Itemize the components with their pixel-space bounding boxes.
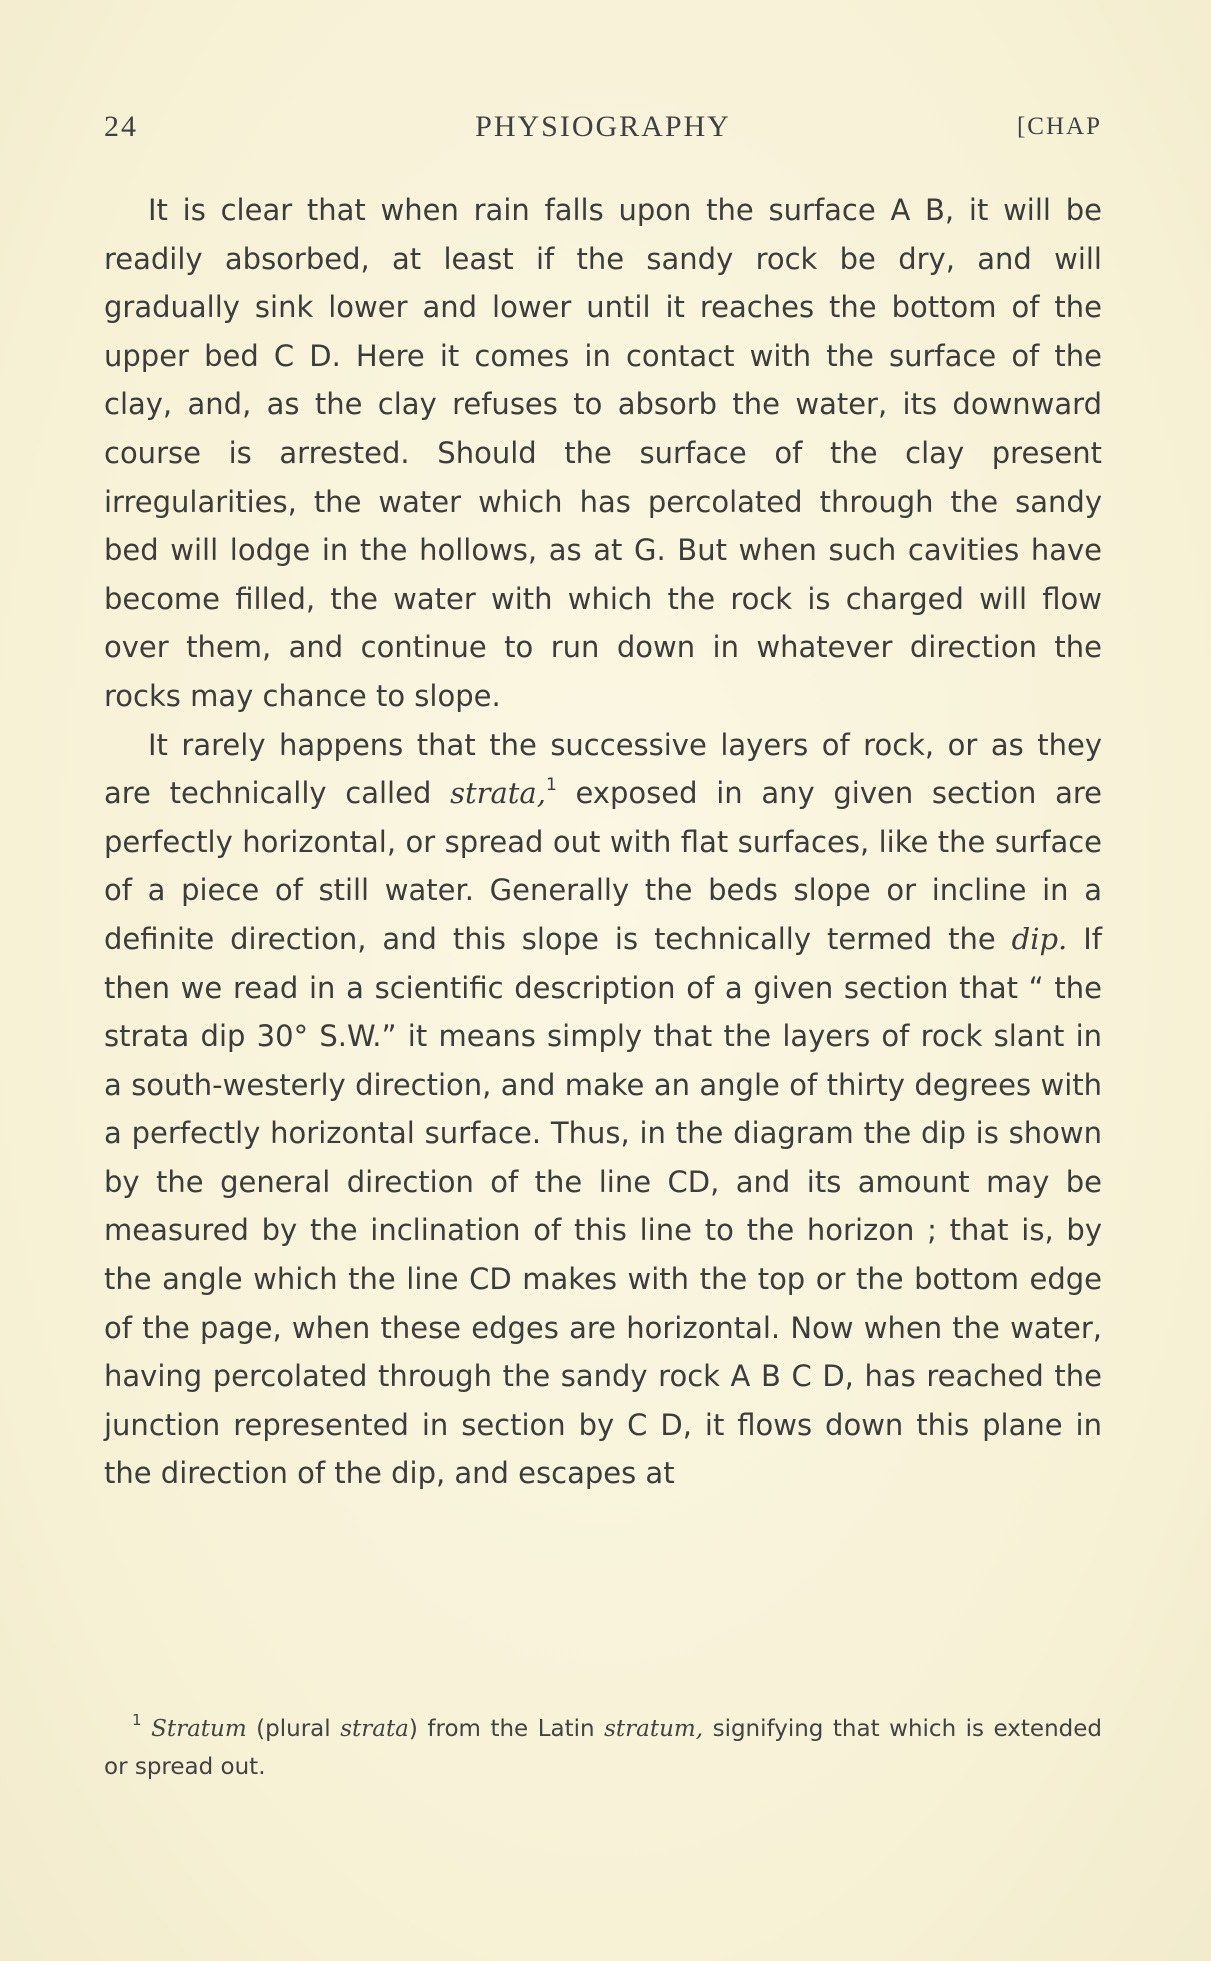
paragraph-2-text-c: If then we read in a scientific description of a given section that “ the strata dip 30° S.W.” it means simply that the layers of rock slant in a south-westerly direction, and make an angle of thirty degrees with a perfectly horizontal surface. Thus, in the diagram the dip is shown by the general direction of the line CD, and its amount may be measured by the inclination of this line to the horizon ; that is, by the angle which the line CD makes with the top or the bottom edge of the page, when these edges are horizontal. Now when the water, having percolated through the sandy rock A B C D, has reached the junction represented in section by C D, it flows down this plane in the direction of the dip, and escapes at <box>104 921 1103 1491</box>
footnote-text-a: (plural <box>246 1716 341 1742</box>
footnote-reference: 1 <box>545 775 557 796</box>
running-title: PHYSIOGRAPHY <box>475 110 731 143</box>
paragraph-2-text-a: It rarely happens that the successive layers of rock, or as they are technically called <box>104 727 1102 811</box>
paragraph-2-text-b: exposed in any given section are perfectly horizontal, or spread out with flat surfaces, like the surface of a piece of still water. Generally the beds slope or incline in a definite direction, and this slope is technically termed the <box>104 776 1102 956</box>
body-text <box>104 186 1102 1498</box>
chapter-marker: [CHAP <box>1016 113 1102 140</box>
term-dip: dip. <box>1011 921 1068 956</box>
footnote-text-b: ) from the Latin <box>408 1716 605 1742</box>
footnote-term-stratum: Stratum <box>151 1716 247 1742</box>
footnote-term-strata: strata <box>340 1716 409 1742</box>
term-strata: strata, <box>450 776 546 811</box>
footnote-text-c: signifying that which is extended or spread out. <box>104 1716 1103 1780</box>
paragraph-2 <box>104 721 1102 1499</box>
running-head <box>104 110 1102 154</box>
page-number: 24 <box>104 110 138 143</box>
footnote-term-latin-stratum: stratum, <box>604 1716 704 1742</box>
footnote-marker: 1 <box>132 1711 142 1730</box>
paragraph-1: It is clear that when rain falls upon the surface A B, it will be readily absorbed, at least if the sandy rock be dry, and will gradually sink lower and lower until it reaches the bottom of the upper bed C D. Here it comes in contact with the surface of the clay, and, as the clay refuses to absorb the water, its downward course is arrested. Should the surface of the clay present irregularities, the water which has percolated through the sandy bed will lodge in the hollows, as at G. But when such cavities have become filled, the water with which the rock is charged will flow over them, and continue to run down in whatever direction the rocks may chance to slope. <box>104 193 1102 713</box>
footnote <box>104 1710 1102 1786</box>
